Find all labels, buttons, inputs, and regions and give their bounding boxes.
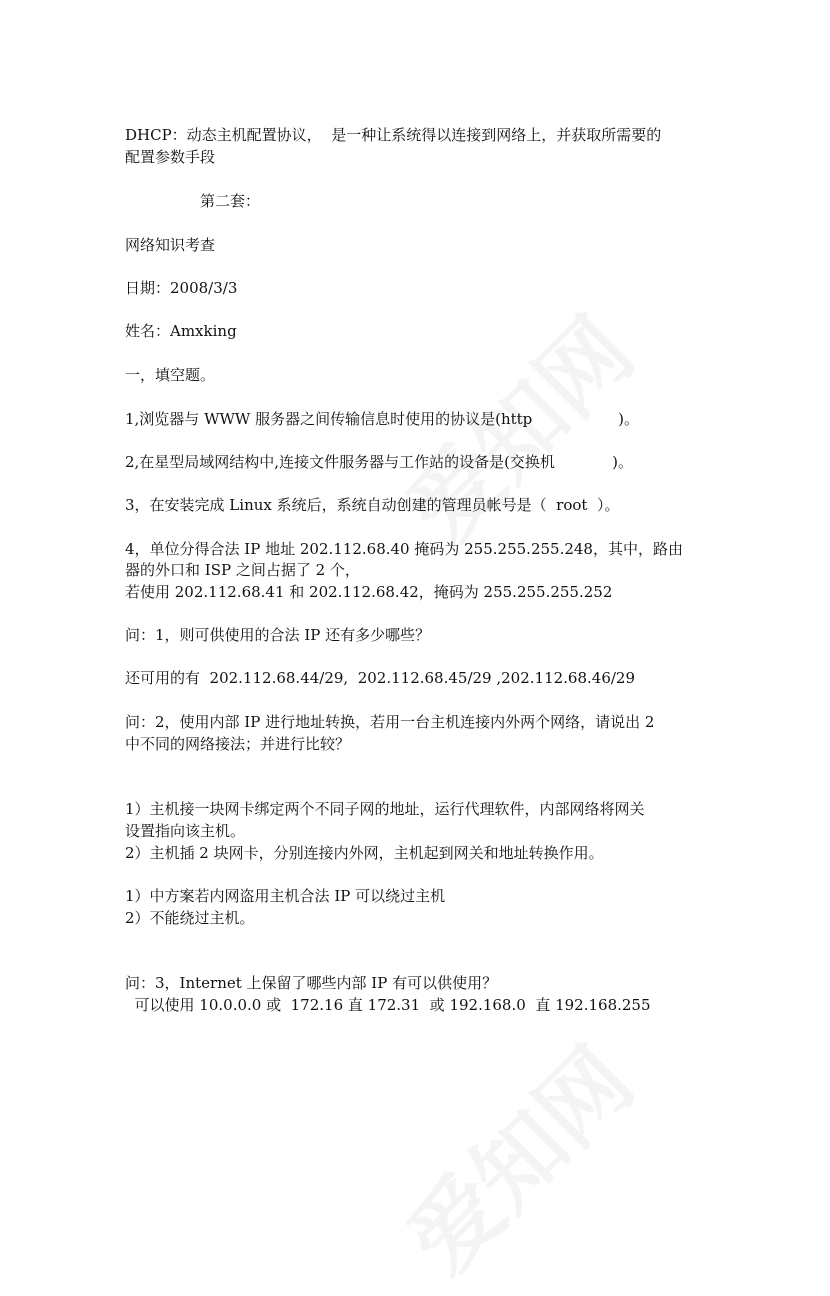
answer-3: 可以使用 10.0.0.0 或 172.16 直 172.31 或 192.168.0 直 192.168.255 <box>125 996 651 1014</box>
answer-1: 还可用的有 202.112.68.44/29, 202.112.68.45/29 ,202.112.68.46/29 <box>125 669 636 687</box>
comparison-item: 1）中方案若内网盗用主机合法 IP 可以绕过主机 <box>125 887 446 905</box>
answer-2-item-cont: 设置指向该主机。 <box>125 822 246 840</box>
text-line: 配置参数手段 <box>125 148 216 166</box>
watermark <box>374 1014 657 1296</box>
name-line: 姓名：Amxking <box>125 322 237 340</box>
question-section-heading: 一，填空题。 <box>125 366 216 384</box>
question-4-cont: 若使用 202.112.68.41 和 202.112.68.42，掩码为 255.255.255.252 <box>125 583 613 601</box>
question-2: 2,在星型局域网结构中,连接文件服务器与工作站的设备是(交换机 )。 <box>125 453 634 471</box>
question-4: 4，单位分得合法 IP 地址 202.112.68.40 掩码为 255.255.255.248，其中，路由 <box>125 540 683 558</box>
comparison-item: 2）不能绕过主机。 <box>125 909 255 927</box>
sub-question-1: 问：1，则可供使用的合法 IP 还有多少哪些？ <box>125 626 431 644</box>
answer-2-item: 1）主机接一块网卡绑定两个不同子网的地址，运行代理软件，内部网络将网关 <box>125 800 645 818</box>
document-title: 网络知识考查 <box>125 236 216 254</box>
answer-2-item: 2）主机插 2 块网卡，分别连接内外网，主机起到网关和地址转换作用。 <box>125 844 604 862</box>
question-3: 3，在安装完成 Linux 系统后，系统自动创建的管理员帐号是（ root ）。 <box>125 496 620 514</box>
text-line: DHCP：动态主机配置协议， 是一种让系统得以连接到网络上，并获取所需要的 <box>125 126 662 144</box>
sub-question-3: 问：3，Internet 上保留了哪些内部 IP 有可以供使用？ <box>125 974 498 992</box>
sub-question-2: 问：2，使用内部 IP 进行地址转换，若用一台主机连接内外两个网络，请说出 2 <box>125 713 655 731</box>
question-1: 1,浏览器与 WWW 服务器之间传输信息时使用的协议是(http )。 <box>125 410 639 428</box>
date-line: 日期：2008/3/3 <box>125 279 238 297</box>
question-4-cont: 器的外口和 ISP 之间占据了 2 个， <box>125 561 360 579</box>
section-heading: 第二套： <box>200 192 261 210</box>
sub-question-2-cont: 中不同的网络接法；并进行比较？ <box>125 735 351 753</box>
